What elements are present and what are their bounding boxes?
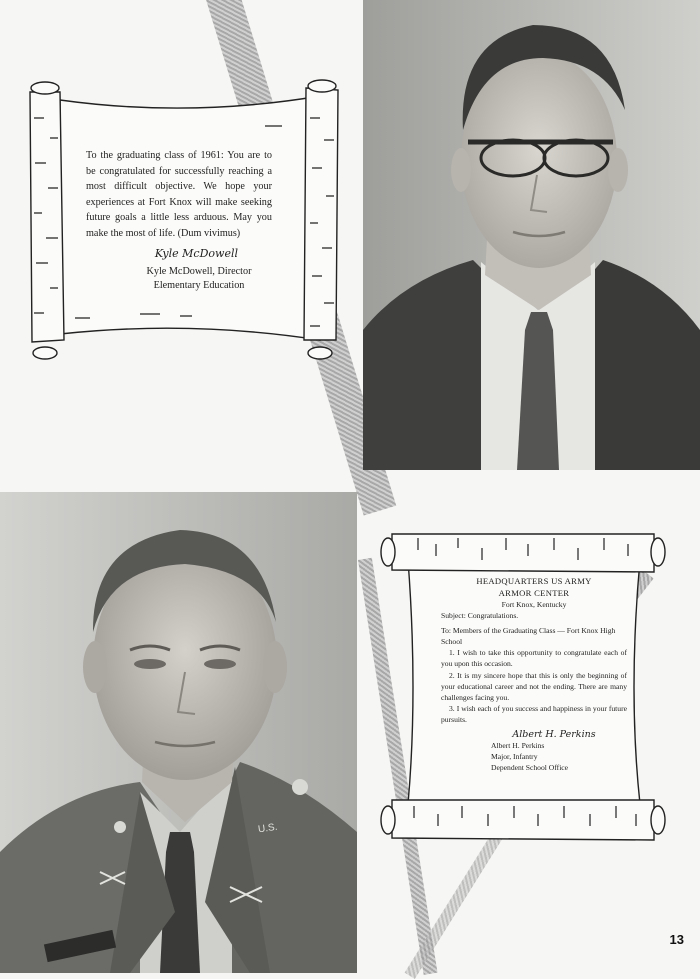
- letter-recipient: To: Members of the Graduating Class — Fort Knox High School: [441, 626, 616, 647]
- letter-location: Fort Knox, Kentucky: [501, 600, 567, 609]
- portrait-photo-perkins: [0, 492, 357, 973]
- page-number: 13: [669, 932, 684, 947]
- signer-name-line: Kyle McDowell, Director: [146, 266, 252, 278]
- letter-subject: Subject: Congratulations.: [441, 611, 519, 621]
- letter-header-line1: HEADQUARTERS US ARMY: [476, 576, 592, 586]
- signer-office: Dependent School Office: [491, 763, 569, 773]
- signer-name: Albert H. Perkins: [491, 741, 545, 751]
- letter-paragraph-2: 2. It is my sincere hope that this is only the beginning of your educational career and not the ending. There are many challenges facing you.: [441, 670, 627, 702]
- letter-paragraph-1: 1. I wish to take this opportunity to congratulate each of you upon this occasion.: [441, 648, 627, 669]
- signer-block: [441, 740, 627, 773]
- letter-mcdowell: [86, 148, 272, 293]
- scroll-frame-top: [20, 78, 350, 363]
- letter-header-line2: ARMOR CENTER: [498, 587, 570, 598]
- letter-perkins: [441, 576, 627, 773]
- signature-mcdowell: Kyle McDowell: [154, 246, 238, 260]
- portrait-photo-mcdowell: [363, 0, 700, 470]
- collar-insignia: U.S.: [257, 821, 279, 836]
- letter-paragraph-3: 3. I wish each of you success and happiness in your future pursuits.: [441, 703, 627, 724]
- letter-body: To the graduating class of 1961: You are to be congratulated for successfully reaching a most difficult objective. We hope your experiences at Fort Knox will make seeking future goals a little less arduous. May you make the most of life. (Dum vivimus): [86, 150, 272, 239]
- signer-title: [86, 265, 272, 293]
- signer-position-line: Elementary Education: [153, 280, 245, 292]
- signer-rank: Major, Infantry: [491, 752, 538, 762]
- signature-perkins: Albert H. Perkins: [512, 729, 596, 741]
